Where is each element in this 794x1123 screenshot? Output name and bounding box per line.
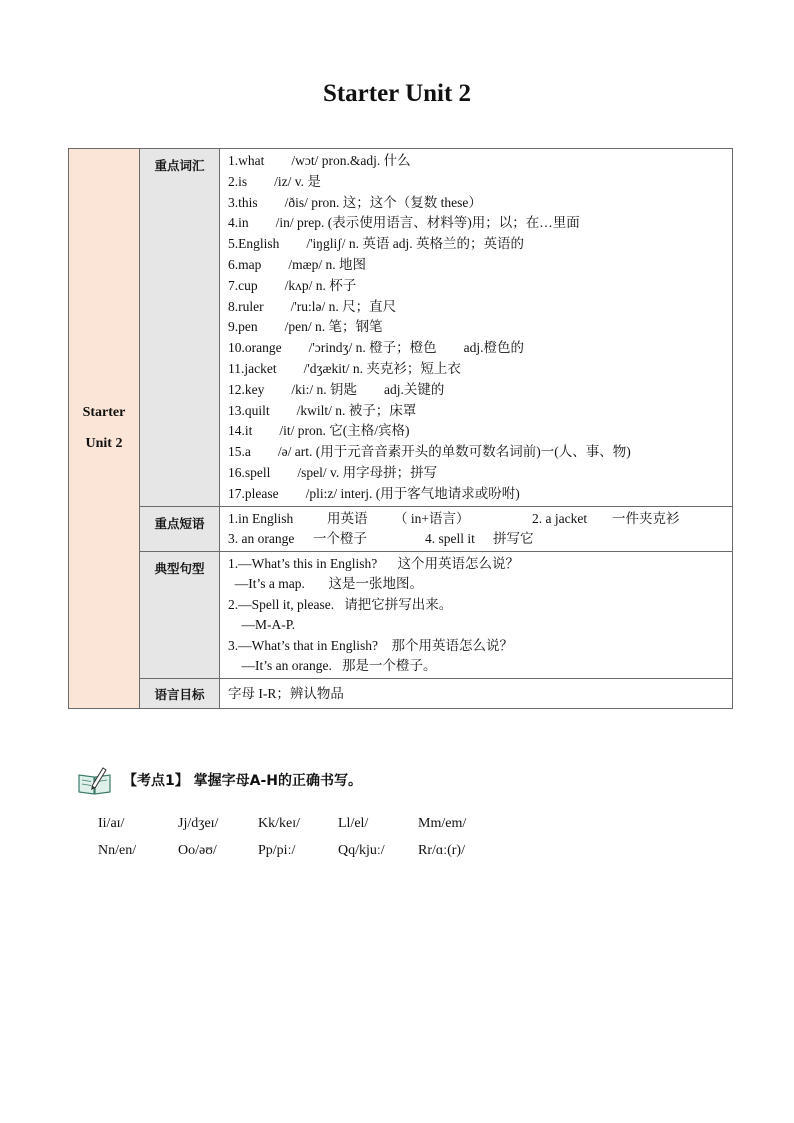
vocab-item: 8.ruler /'ru:lə/ n. 尺；直尺 bbox=[228, 298, 397, 314]
phrase-1-note: （ in+语言） bbox=[394, 510, 470, 526]
phrase-4-translation: 拼写它 bbox=[493, 531, 534, 547]
letter-row-2 bbox=[98, 837, 578, 864]
unit-label-line-1: Starter bbox=[82, 405, 126, 421]
sentences-label: 典型句型 bbox=[140, 551, 220, 678]
phrase-line-2 bbox=[228, 529, 732, 550]
letter-item: Ll/el/ bbox=[338, 816, 369, 831]
letter-item: Ii/aɪ/ bbox=[98, 816, 125, 831]
vocab-item: 13.quilt /kwilt/ n. 被子；床罩 bbox=[228, 402, 417, 418]
phrase-2-translation: 一件夹克衫 bbox=[612, 510, 680, 526]
section-heading bbox=[77, 765, 362, 795]
unit-label-cell bbox=[69, 149, 140, 709]
letter-item: Kk/keɪ/ bbox=[258, 816, 300, 831]
vocab-item: 12.key /ki:/ n. 钥匙 adj.关键的 bbox=[228, 381, 445, 397]
phrases-list bbox=[220, 506, 733, 551]
vocab-label: 重点词汇 bbox=[140, 149, 220, 507]
letter-phonetics bbox=[98, 810, 578, 864]
vocab-item: 7.cup /kʌp/ n. 杯子 bbox=[228, 277, 357, 293]
letter-item: Jj/dʒeɪ/ bbox=[178, 816, 219, 831]
goal-text: 字母 I-R；辨认物品 bbox=[228, 685, 344, 701]
unit-summary-table bbox=[68, 148, 733, 709]
sentence-line: 1.—What’s this in English? 这个用英语怎么说？ bbox=[228, 555, 519, 571]
phrase-1-translation: 用英语 bbox=[327, 510, 368, 526]
sentences-list bbox=[220, 551, 733, 678]
vocab-item: 3.this /ðis/ pron. 这；这个（复数 these） bbox=[228, 194, 482, 210]
phrase-line-1 bbox=[228, 509, 732, 530]
phrases-label: 重点短语 bbox=[140, 506, 220, 551]
letter-item: Pp/piː/ bbox=[258, 843, 296, 858]
goal-label: 语言目标 bbox=[140, 678, 220, 708]
sentence-line: —It’s a map. 这是一张地图。 bbox=[228, 576, 423, 592]
vocab-row bbox=[69, 149, 733, 507]
vocab-item: 2.is /iz/ v. 是 bbox=[228, 173, 321, 189]
phrase-3: 3. an orange bbox=[228, 531, 295, 547]
sentence-line: —It’s an orange. 那是一个橙子。 bbox=[228, 658, 437, 674]
page-title: Starter Unit 2 bbox=[322, 80, 472, 107]
phrase-2: 2. a jacket bbox=[532, 510, 588, 526]
letter-item: Mm/em/ bbox=[418, 816, 467, 831]
vocab-item: 11.jacket /'dʒækit/ n. 夹克衫；短上衣 bbox=[228, 360, 461, 376]
sentences-row bbox=[69, 551, 733, 678]
sentence-line: —M-A-P. bbox=[228, 617, 296, 633]
goal-content bbox=[220, 678, 733, 708]
letter-row-1 bbox=[98, 810, 578, 837]
vocab-item: 15.a /ə/ art. (用于元音音素开头的单数可数名词前)一(人、事、物) bbox=[228, 444, 631, 460]
vocab-item: 10.orange /'ɔrindʒ/ n. 橙子；橙色 adj.橙色的 bbox=[228, 340, 525, 356]
letter-item: Rr/ɑː(r)/ bbox=[418, 843, 465, 858]
phrases-row bbox=[69, 506, 733, 551]
sentence-line: 3.—What’s that in English? 那个用英语怎么说？ bbox=[228, 637, 513, 653]
vocab-item: 1.what /wɔt/ pron.&adj. 什么 bbox=[228, 153, 411, 168]
vocab-item: 4.in /in/ prep. (表示使用语言、材料等)用；以；在…里面 bbox=[228, 215, 580, 231]
unit-label-line-2: Unit 2 bbox=[85, 436, 123, 452]
vocab-item: 16.spell /spel/ v. 用字母拼；拼写 bbox=[228, 464, 438, 480]
phrase-1: 1.in English bbox=[228, 510, 294, 526]
goal-row bbox=[69, 678, 733, 708]
letter-item: Oo/əʊ/ bbox=[178, 843, 217, 858]
letter-item: Nn/en/ bbox=[98, 843, 137, 858]
section-heading-text: 【考点1】 掌握字母A-H的正确书写。 bbox=[123, 773, 362, 789]
vocab-item: 6.map /mæp/ n. 地图 bbox=[228, 256, 366, 272]
sentence-line: 2.—Spell it, please. 请把它拼写出来。 bbox=[228, 596, 453, 612]
book-pen-icon bbox=[77, 765, 113, 795]
letter-item: Qq/kjuː/ bbox=[338, 843, 385, 858]
phrase-3-translation: 一个橙子 bbox=[313, 531, 367, 547]
vocab-item: 17.please /pli:z/ interj. (用于客气地请求或吩咐) bbox=[228, 485, 520, 501]
vocab-item: 5.English /'iŋgliʃ/ n. 英语 adj. 英格兰的；英语的 bbox=[228, 236, 524, 252]
vocab-list bbox=[220, 149, 733, 507]
vocab-item: 14.it /it/ pron. 它(主格/宾格) bbox=[228, 423, 410, 439]
phrase-4: 4. spell it bbox=[425, 531, 475, 547]
vocab-item: 9.pen /pen/ n. 笔；钢笔 bbox=[228, 319, 383, 335]
